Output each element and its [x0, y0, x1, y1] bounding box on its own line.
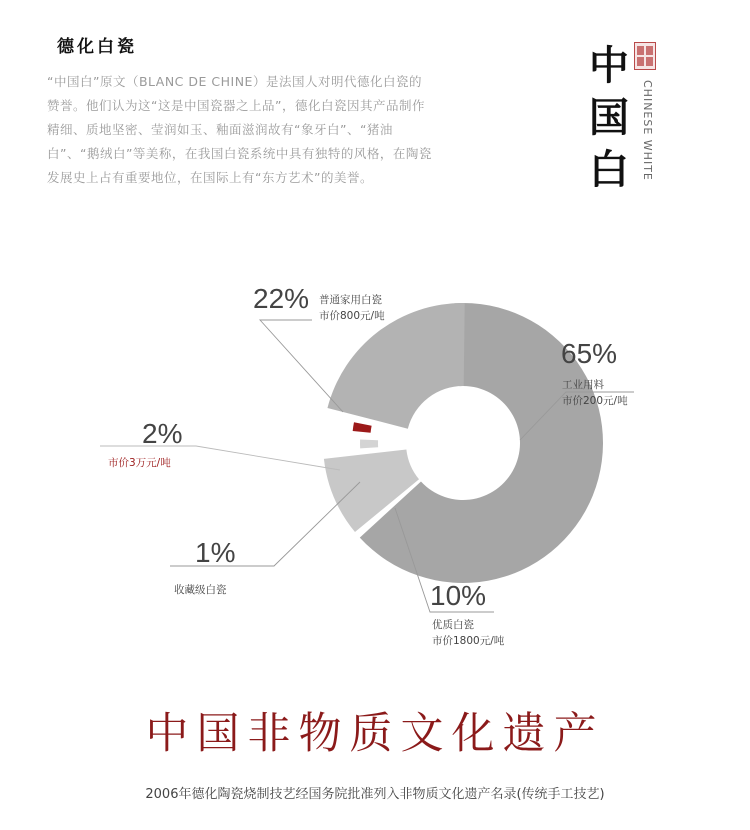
- slice-2: [353, 422, 372, 433]
- vertical-title-char: 国: [589, 94, 629, 141]
- vertical-title-char: 白: [589, 146, 629, 193]
- label-desc-1: 收藏级白瓷: [174, 584, 227, 596]
- label-percent-22: 22%: [253, 283, 310, 314]
- leader-line: [260, 320, 343, 412]
- label-desc-22: 普通家用白瓷: [319, 294, 382, 306]
- slice-1: [360, 439, 378, 448]
- label-desc-22-price: 市价800元/吨: [319, 310, 385, 322]
- footer-note: 2006年德化陶瓷烧制技艺经国务院批准列入非物质文化遗产名录(传统手工技艺): [145, 787, 605, 802]
- label-percent-1: 1%: [195, 537, 236, 568]
- vertical-title-char: 中: [589, 42, 629, 89]
- footer-title: 中国非物质文化遗产: [145, 709, 605, 759]
- label-desc-65: 工业用料: [562, 379, 604, 391]
- label-percent-65: 65%: [561, 338, 618, 369]
- vertical-english-title: CHINESE WHITE: [641, 80, 654, 181]
- label-desc-2: 市价3万元/吨: [108, 457, 171, 469]
- label-desc-65-price: 市价200元/吨: [562, 395, 628, 407]
- label-percent-10: 10%: [430, 580, 487, 611]
- section-heading: 德化白瓷: [57, 37, 137, 57]
- label-desc-10-price: 市价1800元/吨: [432, 635, 505, 647]
- label-percent-2: 2%: [142, 418, 183, 449]
- label-desc-10: 优质白瓷: [432, 619, 474, 631]
- intro-paragraph: “中国白”原文（BLANC DE CHINE）是法国人对明代德化白瓷的赞誉。他们认为这“这是中国瓷器之上品”，德化白瓷因其产品制作精细、质地坚密、莹润如玉、釉面滋润故有“象牙白”、“猪油白”、“鹅绒白”等美称，在我国白瓷系统中具有独特的风格，在陶瓷发展史上占有重要地位，在国际上有“东方艺术”的美誉。: [47, 74, 432, 185]
